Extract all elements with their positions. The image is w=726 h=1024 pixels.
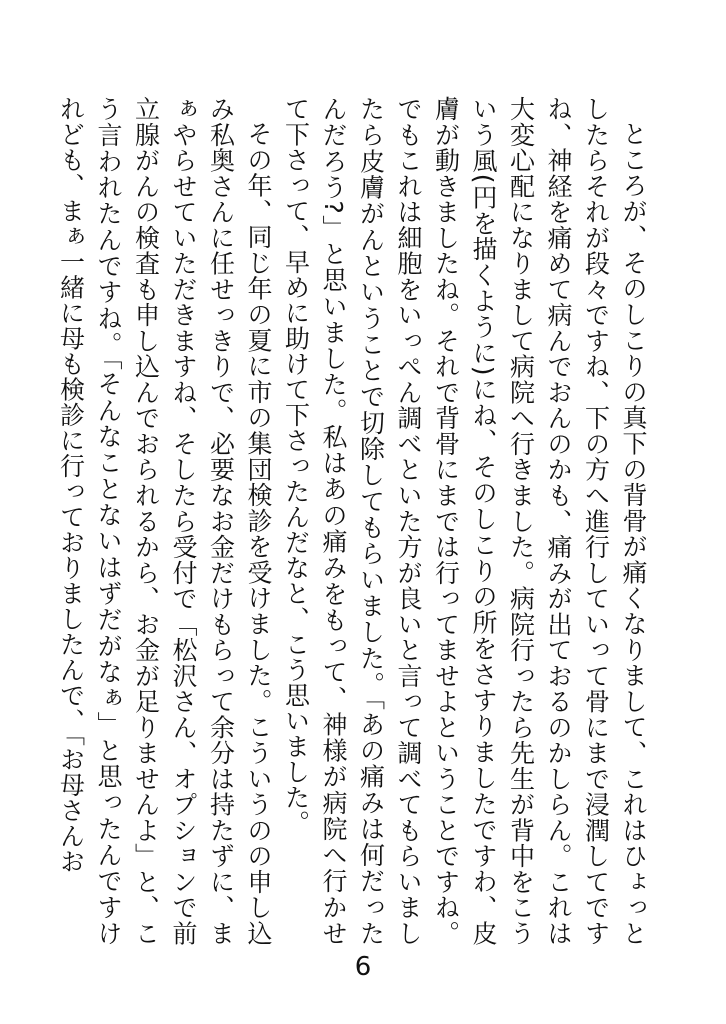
paragraph-2: その年、同じ年の夏に市の集団検診を受けました。こういうのの申し込み私奥さんに任せっきりで、必要なお金だけもらって余分は持たずに、まぁやらせていただきますね、そしたら受付で「松沢さん、オプションで前立腺がんの検査も申し込んでおられるから、お金が足りませんよ」と、こう言われたんですね。「そんなことないはずだがなぁ」と思ったんですけれども、まぁ一緒に母も検診に行っておりましたんで、「お母さんお	[56, 96, 273, 946]
paragraph-1: ところが、そのしこりの真下の背骨が痛くなりまして、これはひょっとしたらそれが段々ですね、下の方へ進行していって骨にまで浸潤してですね、神経を痛めて病んでおんのかも、痛みが出ておるのかしらん。これは大変心配になりまして病院へ行きました。病院行ったら先生が背中をこういう風(円を描くように)にね、そのしこりの所をさすりましたですわ、皮膚が動きましたね。それで背骨にまでは行ってませよということですね。でもこれは細胞をいっぺん調べといた方が良いと言って調べてもらいましたら皮膚がんということで切除してもらいました。「あの痛みは何だったんだろう?」と思いました。私はあの痛みをもって、神様が病院へ行かせて下さって、早めに助けて下さったんだなと、こう思いました。	[281, 96, 648, 946]
body-text	[56, 96, 652, 946]
page-number: 6	[354, 952, 372, 982]
